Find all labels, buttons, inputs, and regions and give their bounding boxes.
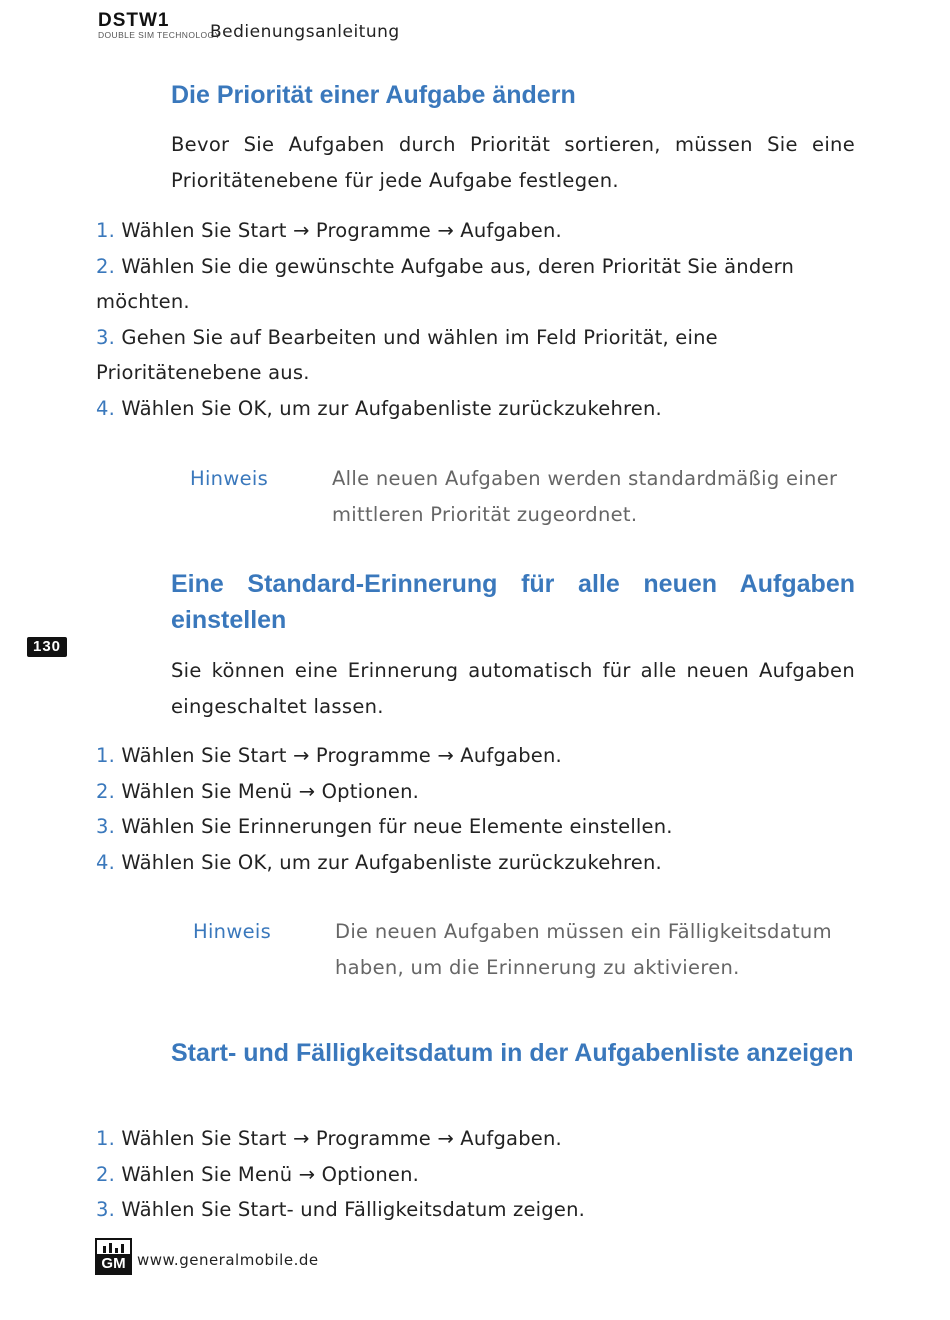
list-item (96, 1157, 856, 1193)
step-number: 3. (96, 325, 116, 349)
step-list (96, 1121, 856, 1228)
step-text: Wählen Sie Menü → Optionen. (121, 1162, 420, 1186)
step-text: Gehen Sie auf Bearbeiten und wählen im Feld Priorität, eine Prioritätenebene aus. (96, 325, 718, 384)
step-text: Wählen Sie OK, um zur Aufgabenliste zurückzukehren. (121, 396, 662, 420)
note-label: Hinweis (190, 467, 269, 490)
note-text: Alle neuen Aufgaben werden standardmäßig einer mittleren Priorität zugeordnet. (332, 467, 838, 526)
step-number: 1. (96, 219, 116, 242)
list-item (96, 809, 856, 845)
document-title: Bedienungsanleitung (210, 22, 400, 42)
step-number: 4. (96, 396, 116, 420)
gm-logo-text: GM (97, 1254, 130, 1273)
step-text: Wählen Sie Menü → Optionen. (121, 779, 420, 803)
step-text: Wählen Sie OK, um zur Aufgabenliste zurückzukehren. (121, 850, 662, 874)
note-box (193, 914, 860, 986)
gm-logo-icon (95, 1238, 132, 1275)
step-number: 2. (96, 1162, 116, 1186)
section-heading: Die Priorität einer Aufgabe ändern (171, 81, 576, 109)
logo-tagline: DOUBLE SIM TECHNOLOGY (98, 30, 221, 40)
list-item (96, 249, 856, 320)
note-text: Die neuen Aufgaben müssen ein Fälligkeitsdatum haben, um die Erinnerung zu aktivieren. (335, 920, 832, 979)
list-item (96, 1192, 856, 1228)
logo-wordmark: DSTW1 (98, 10, 170, 31)
list-item (96, 320, 856, 391)
section-heading: Start- und Fälligkeitsdatum in der Aufgabenliste anzeigen (171, 1039, 854, 1067)
step-number: 4. (96, 850, 116, 874)
website-link[interactable]: www.generalmobile.de (137, 1251, 319, 1269)
step-number: 2. (96, 254, 116, 278)
step-text: Wählen Sie Start → Programme → Aufgaben. (121, 744, 562, 767)
step-number: 3. (96, 1198, 116, 1221)
step-text: Wählen Sie Start → Programme → Aufgaben. (121, 219, 562, 242)
step-text: Wählen Sie Start → Programme → Aufgaben. (121, 1127, 562, 1150)
step-number: 3. (96, 815, 116, 838)
section-intro: Sie können eine Erinnerung automatisch für alle neuen Aufgaben eingeschaltet lassen. (171, 659, 855, 718)
section-heading: Eine Standard-Erinnerung für alle neuen Aufgaben einstellen (171, 570, 855, 634)
list-item (96, 738, 856, 774)
page-number-badge: 130 (27, 637, 67, 657)
list-item (96, 845, 856, 881)
list-item (96, 213, 856, 249)
step-number: 1. (96, 744, 116, 767)
list-item (96, 391, 856, 427)
step-number: 2. (96, 779, 116, 803)
note-box (190, 461, 860, 533)
step-text: Wählen Sie Start- und Fälligkeitsdatum zeigen. (121, 1198, 586, 1221)
step-list (96, 738, 856, 880)
step-number: 1. (96, 1127, 116, 1150)
step-text: Wählen Sie Erinnerungen für neue Elemente einstellen. (121, 815, 673, 838)
section-intro: Bevor Sie Aufgaben durch Priorität sortieren, müssen Sie eine Prioritätenebene für jede Aufgabe festlegen. (171, 133, 855, 192)
list-item (96, 774, 856, 810)
step-text: Wählen Sie die gewünschte Aufgabe aus, deren Priorität Sie ändern möchten. (96, 254, 795, 313)
brand-logo (98, 12, 221, 40)
list-item (96, 1121, 856, 1157)
step-list (96, 213, 856, 426)
note-label: Hinweis (193, 920, 272, 943)
